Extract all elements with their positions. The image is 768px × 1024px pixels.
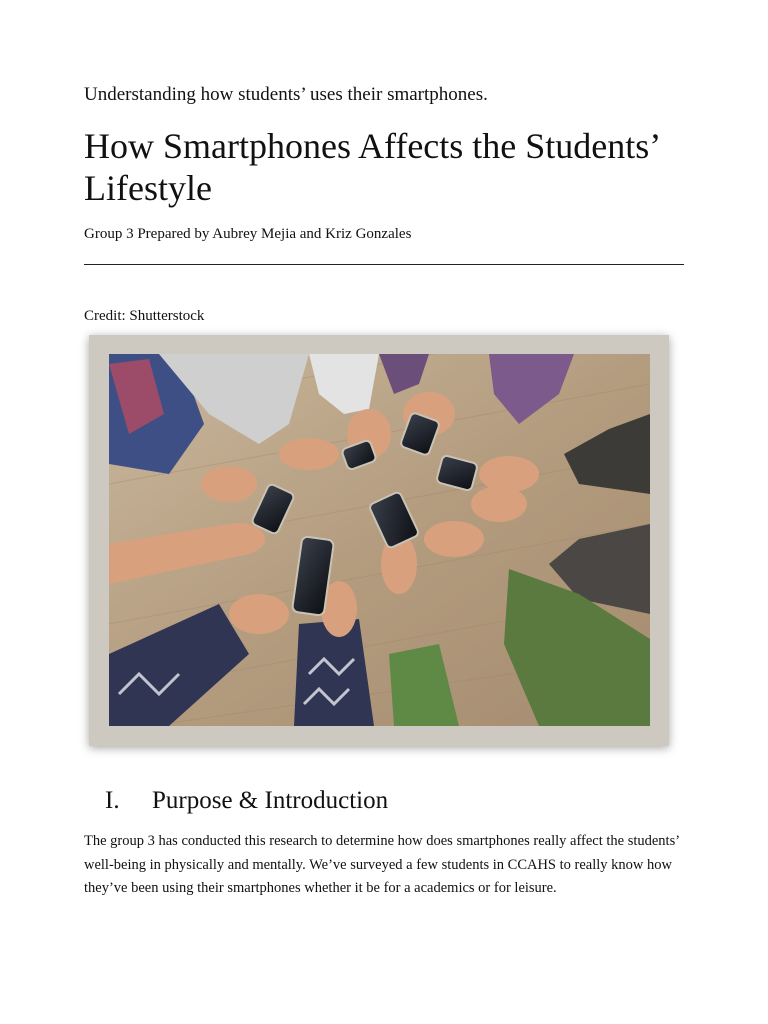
students-smartphones-photo xyxy=(109,354,650,726)
author-byline: Group 3 Prepared by Aubrey Mejia and Kriz Gonzales xyxy=(84,226,412,242)
document-title: How Smartphones Affects the Students’ Lifestyle xyxy=(84,126,659,208)
photo-illustration xyxy=(109,354,650,726)
horizontal-divider xyxy=(84,264,684,265)
hand xyxy=(201,466,257,502)
document-subtitle: Understanding how students’ uses their smartphones. xyxy=(84,84,488,105)
image-credit: Credit: Shutterstock xyxy=(84,308,205,324)
section-heading xyxy=(105,786,388,816)
photo-frame xyxy=(89,335,669,746)
section-number: I. xyxy=(105,787,120,814)
section-title: Purpose & Introduction xyxy=(152,787,389,814)
section-body-paragraph: The group 3 has conducted this research to determine how does smartphones really affect the students’ well-being in physically and mentally. We’ve surveyed a few students in CCAHS to really know how they’ve been using their smartphones whether it be for a academics or for leisure. xyxy=(84,833,679,896)
